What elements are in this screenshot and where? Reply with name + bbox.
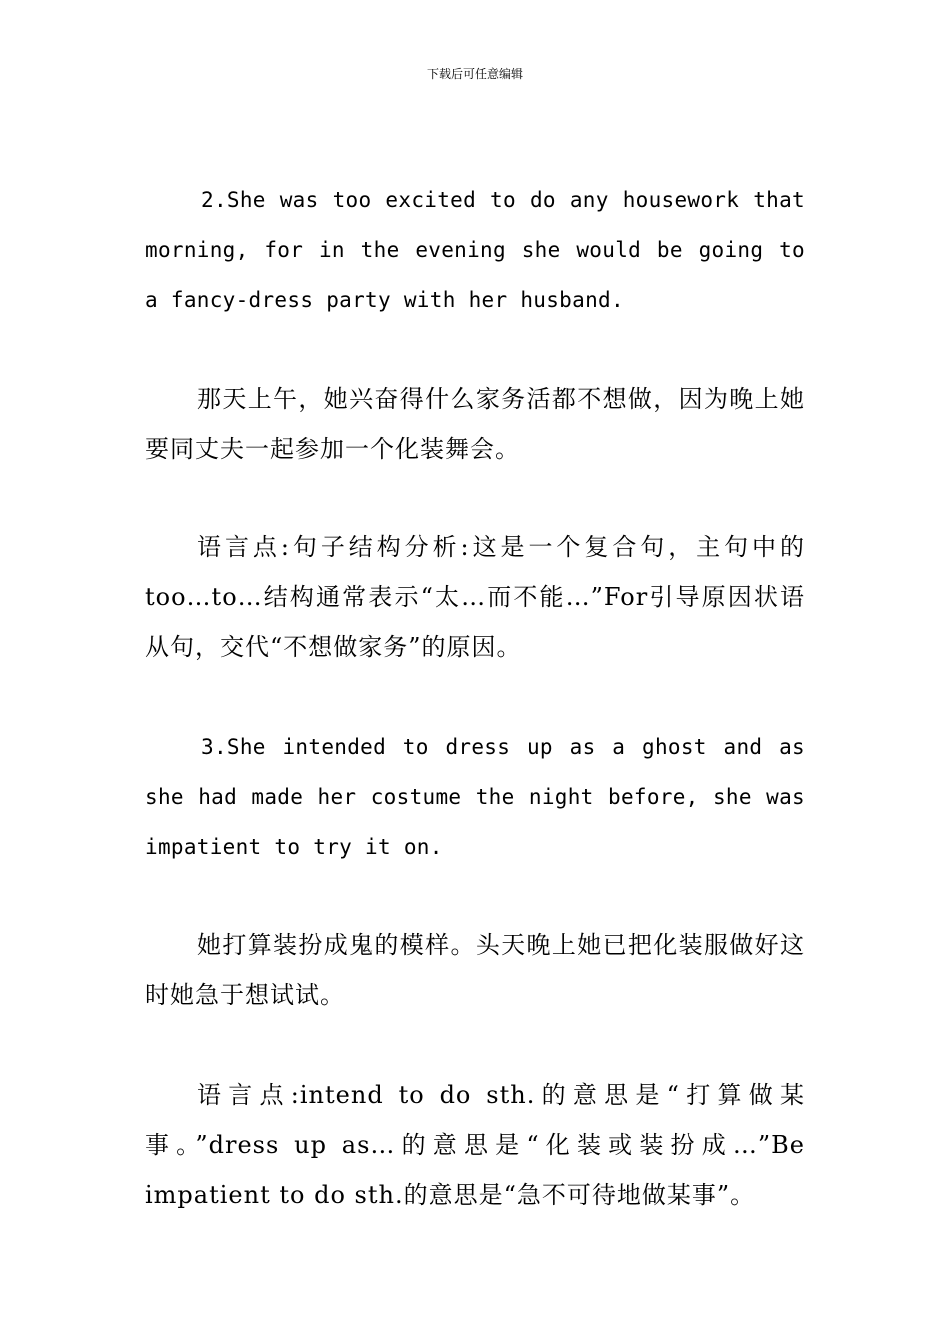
- paragraph-sentence-2-translation: 那天上午，她兴奋得什么家务活都不想做，因为晚上她要同丈夫一起参加一个化装舞会。: [145, 385, 805, 463]
- paragraph-sentence-2-english: 2.She was too excited to do any housework that morning, for in the evening she would be going to a fancy-dress party with her husband.: [145, 188, 805, 312]
- paragraph-sentence-3-english: 3.She intended to dress up as a ghost and as she had made her costume the night before, she was impatient to try it on.: [145, 735, 805, 859]
- paragraph-sentence-2-language-point: 语言点:句子结构分析:这是一个复合句，主句中的too…to…结构通常表示“太…而不能…”For引导原因状语从句，交代“不想做家务”的原因。: [145, 533, 805, 661]
- paragraph-sentence-3-language-point: 语言点:intend to do sth.的意思是“打算做某事。”dress up as…的意思是“化装或装扮成…”Be impatient to do sth.的意思是“急不可待地做某事”。: [145, 1081, 805, 1209]
- page-header: 下载后可任意编辑: [426, 67, 523, 81]
- paragraph-sentence-3-translation: 她打算装扮成鬼的模样。头天晚上她已把化装服做好这时她急于想试试。: [145, 931, 805, 1009]
